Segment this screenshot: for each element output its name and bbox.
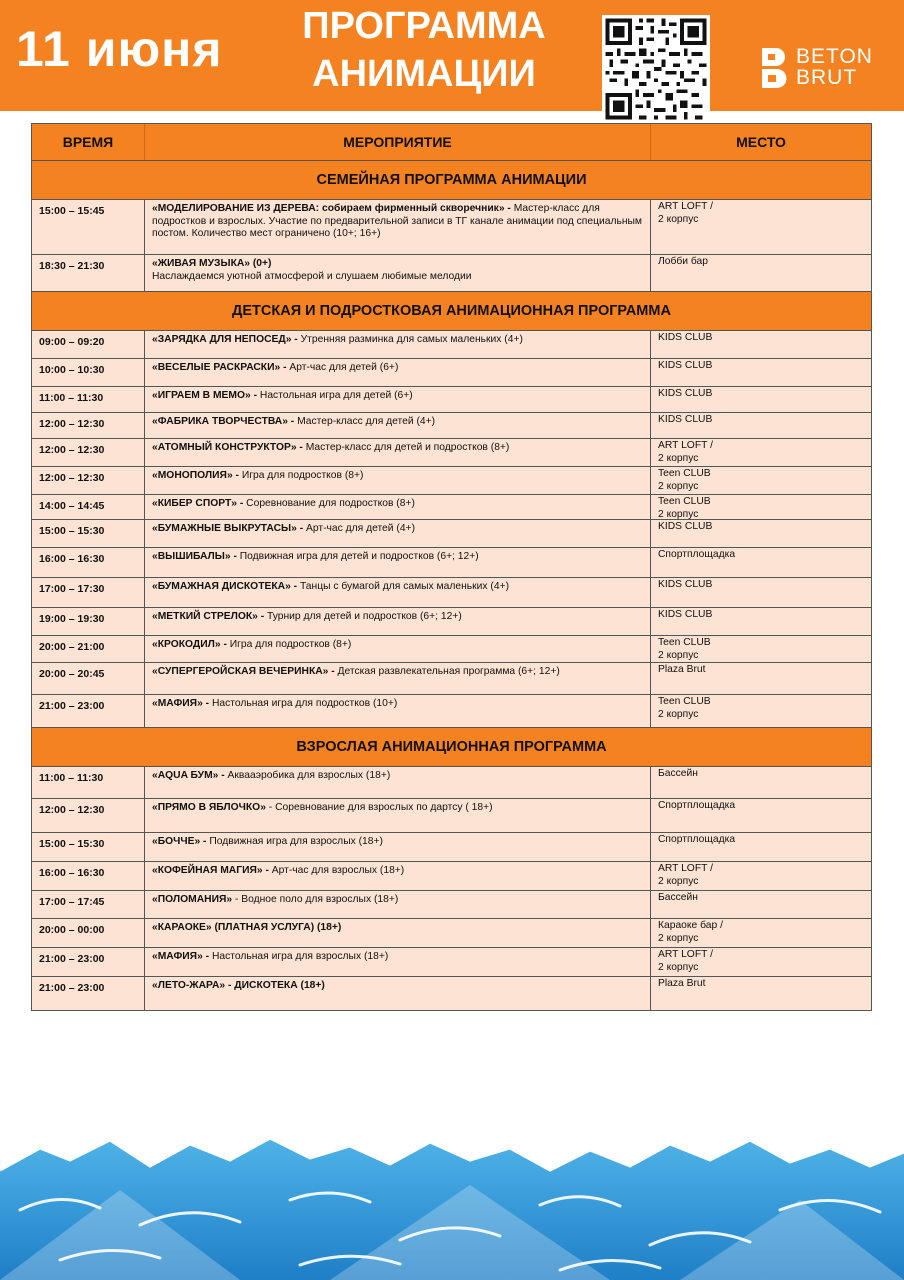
event-details: Танцы с бумагой для самых маленьких (4+)	[297, 581, 510, 592]
event-time: 15:00 – 15:30	[32, 833, 145, 861]
qr-code-icon[interactable]	[602, 15, 710, 123]
waves-illustration	[0, 1130, 904, 1280]
event-details: Арт-час для детей (4+)	[303, 523, 415, 534]
event-description	[145, 331, 651, 358]
table-row	[32, 386, 871, 412]
event-title: «МЕТКИЙ СТРЕЛОК» -	[152, 611, 265, 622]
title-line-2: АНИМАЦИИ	[312, 53, 536, 95]
event-title: «ПОЛОМАНИЯ»	[152, 894, 233, 905]
event-description	[145, 799, 651, 832]
event-description	[145, 891, 651, 918]
table-row	[32, 358, 871, 386]
event-time: 12:00 – 12:30	[32, 467, 145, 494]
table-row	[32, 577, 871, 607]
event-time: 15:00 – 15:30	[32, 520, 145, 547]
event-details: - Соревнование для взрослых по дартсу ( 18+)	[265, 802, 493, 813]
table-row	[32, 254, 871, 291]
event-place: Plaza Brut	[658, 664, 706, 675]
event-title: «БОЧЧЕ» -	[152, 836, 207, 847]
section-header: ВЗРОСЛАЯ АНИМАЦИОННАЯ ПРОГРАММА	[32, 727, 871, 766]
event-title: «ЛЕТО-ЖАРА» - ДИСКОТЕКА (18+)	[152, 980, 325, 991]
event-details: Соревнование для подростков (8+)	[243, 498, 415, 509]
event-place: Plaza Brut	[658, 978, 706, 989]
event-place: ART LOFT / 2 корпус	[658, 949, 713, 973]
table-row	[32, 918, 871, 947]
schedule-table	[31, 123, 872, 1011]
header-bar	[0, 0, 904, 111]
table-row	[32, 694, 871, 727]
event-time: 16:00 – 16:30	[32, 862, 145, 890]
event-details: Игра для подростков (8+)	[226, 639, 352, 650]
table-row	[32, 199, 871, 254]
event-details: Аквааэробика для взрослых (18+)	[224, 770, 391, 781]
event-place: Teen CLUB 2 корпус	[658, 468, 711, 492]
event-details: Арт-час для взрослых (18+)	[268, 865, 405, 876]
table-row	[32, 832, 871, 861]
event-place: Спортплощадка	[658, 549, 736, 560]
event-place: Бассейн	[658, 768, 698, 779]
event-time: 17:00 – 17:30	[32, 578, 145, 607]
table-row	[32, 662, 871, 694]
event-title: «AQUA БУМ» -	[152, 770, 225, 781]
header-place: МЕСТО	[736, 134, 786, 150]
event-title: «КИБЕР СПОРТ» -	[152, 498, 244, 509]
page-title	[288, 2, 560, 98]
table-row	[32, 861, 871, 890]
event-place: Teen CLUB 2 корпус	[658, 496, 711, 520]
event-details: Мастер-класс для подростков и взрослых. Участие по предварительной записи в ТГ канале анимации под специальным постом. Количество мест ограничено (10+; 16+)	[152, 203, 643, 239]
event-description	[145, 520, 651, 547]
event-description	[145, 255, 651, 291]
header-time: ВРЕМЯ	[32, 124, 145, 160]
event-place: Бассейн	[658, 892, 698, 903]
table-row	[32, 519, 871, 547]
table-row	[32, 766, 871, 798]
beton-brut-logo	[762, 46, 886, 90]
event-time: 12:00 – 12:30	[32, 799, 145, 832]
event-place: Спортплощадка	[658, 800, 736, 811]
event-description	[145, 862, 651, 890]
event-title: «БУМАЖНАЯ ДИСКОТЕКА» -	[152, 581, 298, 592]
section-header: СЕМЕЙНАЯ ПРОГРАММА АНИМАЦИИ	[32, 160, 871, 199]
table-row	[32, 438, 871, 466]
table-row	[32, 330, 871, 358]
event-place: ART LOFT / 2 корпус	[658, 440, 713, 464]
event-place: KIDS CLUB	[658, 521, 713, 532]
event-details: Утренняя разминка для самых маленьких (4+)	[297, 334, 523, 345]
event-title: «БУМАЖНЫЕ ВЫКРУТАСЫ» -	[152, 523, 304, 534]
event-title: «АТОМНЫЙ КОНСТРУКТОР» -	[152, 442, 303, 453]
event-description	[145, 833, 651, 861]
table-row	[32, 494, 871, 519]
event-description	[145, 695, 651, 727]
event-time: 09:00 – 09:20	[32, 331, 145, 358]
event-place: Teen CLUB 2 корпус	[658, 637, 711, 661]
event-time: 21:00 – 23:00	[32, 695, 145, 727]
section-header: ДЕТСКАЯ И ПОДРОСТКОВАЯ АНИМАЦИОННАЯ ПРОГРАММА	[32, 291, 871, 330]
event-description	[145, 495, 651, 519]
table-row	[32, 976, 871, 1010]
event-title: «ФАБРИКА ТВОРЧЕСТВА» -	[152, 416, 295, 427]
title-line-1: ПРОГРАММА	[302, 5, 546, 47]
event-title: «ЖИВАЯ МУЗЫКА» (0+)	[152, 258, 272, 269]
event-time: 20:00 – 21:00	[32, 636, 145, 662]
event-title: «МОДЕЛИРОВАНИЕ ИЗ ДЕРЕВА: собираем фирменный скворечник» -	[152, 203, 511, 214]
event-description	[145, 919, 651, 947]
event-place: ART LOFT / 2 корпус	[658, 863, 713, 887]
event-time: 14:00 – 14:45	[32, 495, 145, 519]
event-time: 21:00 – 23:00	[32, 977, 145, 1010]
event-details: Настольная игра для взрослых (18+)	[209, 951, 389, 962]
event-details: Турнир для детей и подростков (6+; 12+)	[264, 611, 462, 622]
event-description	[145, 548, 651, 577]
table-header-row	[32, 123, 871, 160]
event-time: 11:00 – 11:30	[32, 767, 145, 798]
table-row	[32, 890, 871, 918]
event-details: Мастер-класс для детей (4+)	[294, 416, 436, 427]
event-description	[145, 200, 651, 254]
event-details: Мастер-класс для детей и подростков (8+)	[302, 442, 510, 453]
event-description	[145, 977, 651, 1010]
event-time: 20:00 – 20:45	[32, 663, 145, 694]
event-details: Наслаждаемся уютной атмосферой и слушаем любимые мелодии	[152, 270, 472, 282]
event-description	[145, 663, 651, 694]
event-description	[145, 467, 651, 494]
event-place: KIDS CLUB	[658, 609, 713, 620]
schedule-date: 11 июня	[16, 21, 223, 77]
event-place: Teen CLUB 2 корпус	[658, 696, 711, 720]
event-time: 21:00 – 23:00	[32, 948, 145, 976]
event-description	[145, 359, 651, 386]
event-description	[145, 387, 651, 412]
event-title: «СУПЕРГЕРОЙСКАЯ ВЕЧЕРИНКА» -	[152, 666, 335, 677]
event-description	[145, 413, 651, 438]
event-description	[145, 767, 651, 798]
logo-line-1: BETON	[796, 45, 873, 68]
event-details: - Водное поло для взрослых (18+)	[232, 894, 399, 905]
event-title: «КРОКОДИЛ» -	[152, 639, 227, 650]
event-time: 17:00 – 17:45	[32, 891, 145, 918]
event-place: Спортплощадка	[658, 834, 736, 845]
event-description	[145, 439, 651, 466]
event-description	[145, 578, 651, 607]
event-details: Арт-час для детей (6+)	[286, 362, 399, 373]
event-place: KIDS CLUB	[658, 414, 713, 425]
event-place: ART LOFT / 2 корпус	[658, 201, 713, 225]
table-row	[32, 947, 871, 976]
event-title: «ВЫШИБАЛЫ» -	[152, 551, 237, 562]
event-time: 10:00 – 10:30	[32, 359, 145, 386]
event-title: «КОФЕЙНАЯ МАГИЯ» -	[152, 865, 269, 876]
event-time: 12:00 – 12:30	[32, 439, 145, 466]
event-time: 19:00 – 19:30	[32, 608, 145, 635]
table-row	[32, 466, 871, 494]
event-title: «МАФИЯ» -	[152, 951, 210, 962]
event-place: Лобби бар	[658, 256, 709, 267]
event-place: KIDS CLUB	[658, 332, 713, 343]
event-details: Детская развлекательная программа (6+; 12+)	[334, 666, 560, 677]
event-time: 11:00 – 11:30	[32, 387, 145, 412]
event-title: «КАРАОКЕ» (ПЛАТНАЯ УСЛУГА) (18+)	[152, 922, 342, 933]
event-details: Настольная игра для подростков (10+)	[209, 698, 398, 709]
event-title: «ИГРАЕМ В МЕМО» -	[152, 390, 258, 401]
event-time: 16:00 – 16:30	[32, 548, 145, 577]
event-place: Караоке бар / 2 корпус	[658, 920, 723, 944]
event-details: Игра для подростков (8+)	[238, 470, 364, 481]
event-description	[145, 608, 651, 635]
table-row	[32, 607, 871, 635]
event-details: Настольная игра для детей (6+)	[257, 390, 413, 401]
event-title: «МАФИЯ» -	[152, 698, 210, 709]
event-details: Подвижная игра для взрослых (18+)	[206, 836, 383, 847]
event-time: 20:00 – 00:00	[32, 919, 145, 947]
event-place: KIDS CLUB	[658, 579, 713, 590]
event-title: «ВЕСЕЛЫЕ РАСКРАСКИ» -	[152, 362, 287, 373]
brand-b-icon	[762, 48, 790, 88]
event-time: 15:00 – 15:45	[32, 200, 145, 254]
header-event: МЕРОПРИЯТИЕ	[145, 124, 651, 160]
event-details: Подвижная игра для детей и подростков (6+; 12+)	[236, 551, 479, 562]
event-description	[145, 636, 651, 662]
event-place: KIDS CLUB	[658, 388, 713, 399]
logo-line-2: BRUT	[796, 66, 858, 89]
logo-wordmark	[796, 46, 873, 88]
table-row	[32, 635, 871, 662]
table-row	[32, 798, 871, 832]
event-title: «МОНОПОЛИЯ» -	[152, 470, 239, 481]
event-title: «ПРЯМО В ЯБЛОЧКО»	[152, 802, 266, 813]
table-row	[32, 412, 871, 438]
event-title: «ЗАРЯДКА ДЛЯ НЕПОСЕД» -	[152, 334, 298, 345]
event-time: 18:30 – 21:30	[32, 255, 145, 291]
table-row	[32, 547, 871, 577]
event-description	[145, 948, 651, 976]
event-place: KIDS CLUB	[658, 360, 713, 371]
event-time: 12:00 – 12:30	[32, 413, 145, 438]
